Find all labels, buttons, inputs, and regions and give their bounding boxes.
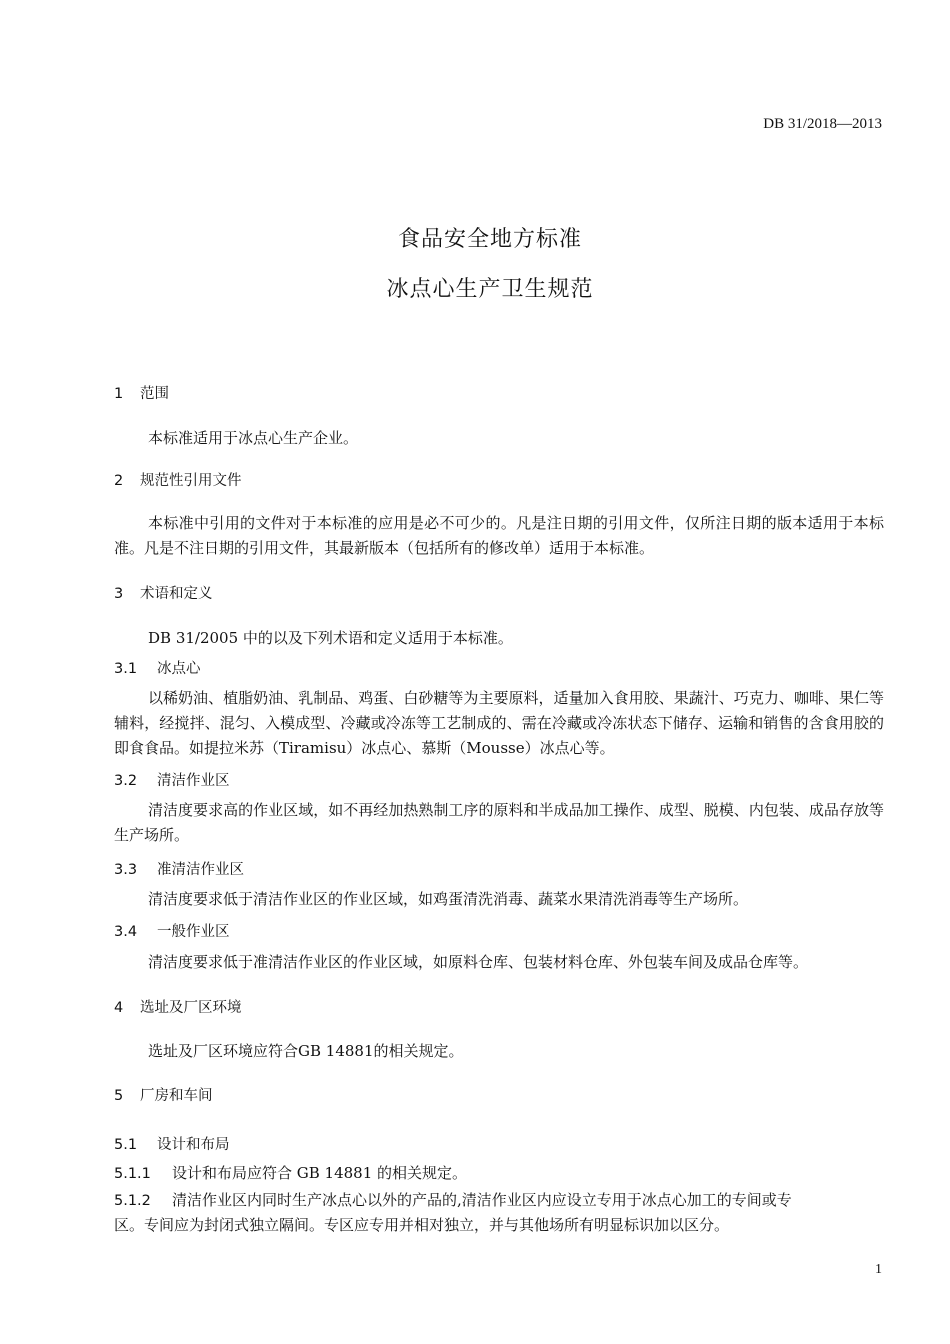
- clause-text: 清洁作业区内同时生产冰点心以外的产品的,清洁作业区内应设立专用于冰点心加工的专间或专: [172, 1191, 792, 1209]
- clause-5-1-2-continued: 区。专间应为封闭式独立隔间。专区应专用并相对独立，并与其他场所有明显标识加以区分。: [114, 1216, 730, 1234]
- section-heading-2: [114, 469, 242, 490]
- section-body-1: 本标准适用于冰点心生产企业。: [148, 429, 359, 447]
- section-title: 清洁作业区: [157, 773, 230, 789]
- section-number: 5.1: [114, 1137, 138, 1153]
- section-number: 4: [114, 1000, 124, 1016]
- section-title: 范围: [140, 386, 169, 402]
- section-number: 3.4: [114, 924, 138, 940]
- section-number: 3: [114, 586, 124, 602]
- section-number: 5: [114, 1088, 124, 1104]
- section-title: 一般作业区: [157, 924, 230, 940]
- section-body-3-2: 清洁度要求高的作业区域，如不再经加热熟制工序的原料和半成品加工操作、成型、脱模、内包装、成品存放等生产场所。: [114, 801, 884, 844]
- section-heading-5-1: [114, 1133, 230, 1154]
- clause-text: 设计和布局应符合 GB 14881 的相关规定。: [172, 1164, 468, 1182]
- section-heading-1: [114, 382, 169, 403]
- section-number: 3.3: [114, 862, 138, 878]
- section-heading-3-1: [114, 657, 201, 678]
- page-number: 1: [875, 1262, 882, 1277]
- section-title: 准清洁作业区: [157, 862, 244, 878]
- section-body-3-4: 清洁度要求低于准清洁作业区的作业区域，如原料仓库、包装材料仓库、外包装车间及成品仓库等。: [148, 953, 809, 971]
- section-number: 3.2: [114, 773, 138, 789]
- clause-number: 5.1.2: [114, 1193, 151, 1209]
- section-number: 1: [114, 386, 124, 402]
- section-title: 规范性引用文件: [140, 473, 242, 489]
- clause-5-1-1: [114, 1162, 467, 1183]
- section-heading-3-3: [114, 858, 244, 879]
- section-heading-3-2: [114, 769, 230, 790]
- clause-number: 5.1.1: [114, 1166, 151, 1182]
- document-subtitle: 冰点心生产卫生规范: [386, 277, 594, 302]
- section-heading-3: [114, 582, 213, 603]
- document-title: 食品安全地方标准: [397, 227, 582, 252]
- section-number: 2: [114, 473, 124, 489]
- document-code: DB 31/2018—2013: [763, 116, 882, 132]
- section-title: 选址及厂区环境: [140, 1000, 242, 1016]
- section-number: 3.1: [114, 661, 138, 677]
- section-heading-3-4: [114, 920, 230, 941]
- section-body-3: DB 31/2005 中的以及下列术语和定义适用于本标准。: [148, 629, 513, 647]
- section-body-4: 选址及厂区环境应符合GB 14881的相关规定。: [148, 1042, 464, 1060]
- section-body-2: 本标准中引用的文件对于本标准的应用是必不可少的。凡是注日期的引用文件，仅所注日期的版本适用于本标准。凡是不注日期的引用文件，其最新版本（包括所有的修改单）适用于本标准。: [114, 514, 884, 557]
- section-body-3-1: 以稀奶油、植脂奶油、乳制品、鸡蛋、白砂糖等为主要原料，适量加入食用胶、果蔬汁、巧克力、咖啡、果仁等辅料，经搅拌、混匀、入模成型、冷藏或冷冻等工艺制成的、需在冷藏或冷冻状态下储存、运输和销售的含食用胶的即食食品。如提拉米苏（Tiramisu）冰点心、慕斯（Mousse）冰点心等。: [114, 689, 884, 757]
- clause-5-1-2: [114, 1189, 792, 1210]
- section-title: 术语和定义: [140, 586, 213, 602]
- section-title: 厂房和车间: [140, 1088, 213, 1104]
- section-body-3-3: 清洁度要求低于清洁作业区的作业区域，如鸡蛋清洗消毒、蔬菜水果清洗消毒等生产场所。: [148, 890, 749, 908]
- section-title: 冰点心: [157, 661, 201, 677]
- section-heading-5: [114, 1084, 213, 1105]
- section-heading-4: [114, 996, 242, 1017]
- section-title: 设计和布局: [157, 1137, 230, 1153]
